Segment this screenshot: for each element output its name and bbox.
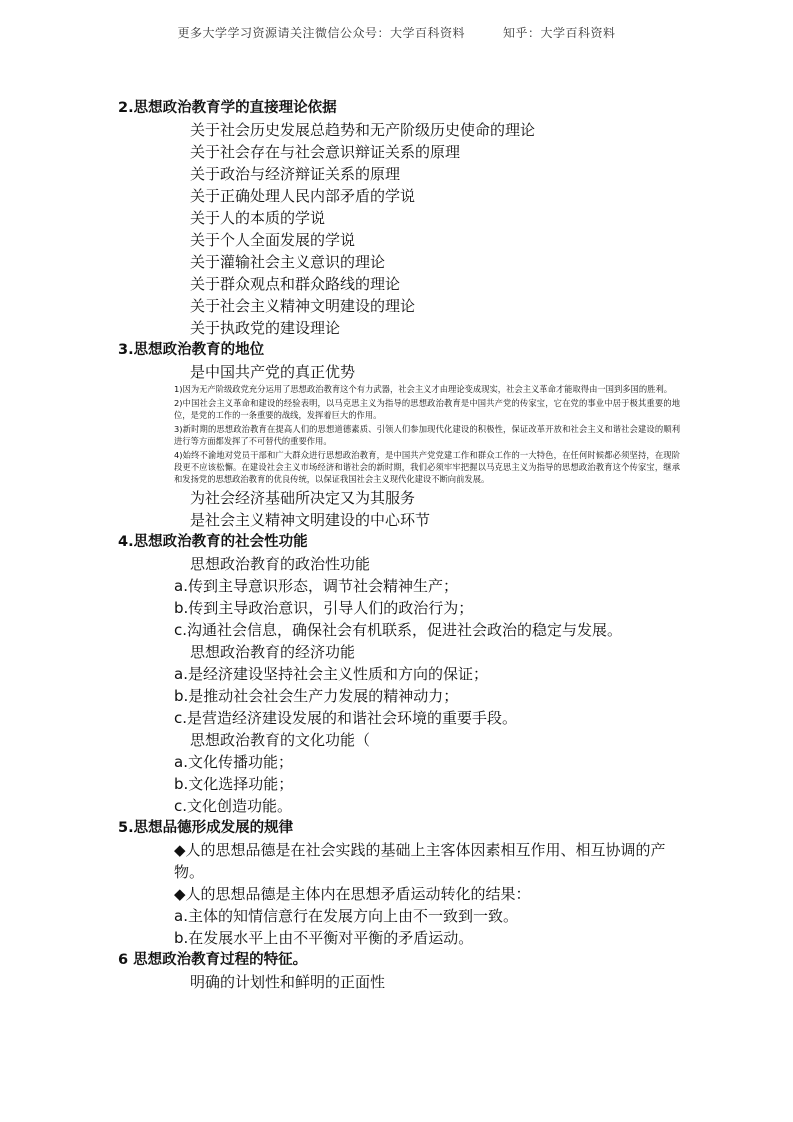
s5-item: b.在发展水平上由不平衡对平衡的矛盾运动。 xyxy=(174,929,474,947)
s4-economic-title: 思想政治教育的经济功能 xyxy=(190,643,356,661)
s3-point: 为社会经济基础所决定又为其服务 xyxy=(190,489,416,507)
s3-note: 1)因为无产阶级政党充分运用了思想政治教育这个有力武器，社会主义才由理论变成现实，社会主义革命才能取得由一国到多国的胜利。 xyxy=(174,384,673,394)
s4-cultural-item: a.文化传播功能； xyxy=(174,753,293,771)
s3-notes xyxy=(118,383,680,485)
section-6-title: 6 思想政治教育过程的特征。 xyxy=(118,952,308,968)
s6-point: 明确的计划性和鲜明的正面性 xyxy=(190,973,386,991)
s5-item: a.主体的知情信意行在发展方向上由不一致到一致。 xyxy=(174,907,518,925)
s4-political-item: c.沟通社会信息，确保社会有机联系，促进社会政治的稳定与发展。 xyxy=(174,621,623,639)
header-zhihu-note: 知乎：大学百科资料 xyxy=(503,26,616,40)
s2-item: 关于灌输社会主义意识的理论 xyxy=(190,253,386,271)
document-body xyxy=(118,97,680,993)
s2-item: 关于执政党的建设理论 xyxy=(190,319,341,337)
header-wechat-note: 更多大学学习资源请关注微信公众号：大学百科资料 xyxy=(177,26,465,40)
s3-note: 4)始终不渝地对党员干部和广大群众进行思想政治教育，是中国共产党党建工作和群众工作的一大特色，在任何时候都必须坚持，在现阶段更不应该松懈。在建设社会主义市场经济和谐社会的新时期，我们必须牢牢把握以马克思主义为指导的思想政治教育这个传家宝，继承和发扬党的思想政治教育的优良传统，以保证我国社会主义现代化建设不断向前发展。 xyxy=(174,450,680,484)
s3-point: 是中国共产党的真正优势 xyxy=(190,363,356,381)
s2-item: 关于社会历史发展总趋势和无产阶级历史使命的理论 xyxy=(190,121,536,139)
s2-item: 关于政治与经济辩证关系的原理 xyxy=(190,165,401,183)
s2-item: 关于社会存在与社会意识辩证关系的原理 xyxy=(190,143,461,161)
s3-note: 2)中国社会主义革命和建设的经验表明，以马克思主义为指导的思想政治教育是中国共产党的传家宝，它在党的事业中居于极其重要的地位，是党的工作的一条重要的战线，发挥着巨大的作用。 xyxy=(174,398,680,420)
section-5-title: 5.思想品德形成发展的规律 xyxy=(118,820,294,836)
s4-political-item: a.传到主导意识形态，调节社会精神生产； xyxy=(174,577,458,595)
s4-cultural-title: 思想政治教育的文化功能（ xyxy=(190,731,371,749)
s4-cultural-item: b.文化选择功能； xyxy=(174,775,294,793)
s4-economic-item: b.是推动社会社会生产力发展的精神动力； xyxy=(174,687,459,705)
s2-item: 关于群众观点和群众路线的理论 xyxy=(190,275,401,293)
s2-item: 关于个人全面发展的学说 xyxy=(190,231,356,249)
s3-note: 3)新时期的思想政治教育在提高人们的思想道德素质、引领人们参加现代化建设的积极性，保证改革开放和社会主义和谐社会建设的顺利进行等方面都发挥了不可替代的重要作用。 xyxy=(174,424,680,446)
s4-political-title: 思想政治教育的政治性功能 xyxy=(190,555,371,573)
s4-economic-item: c.是营造经济建设发展的和谐社会环境的重要手段。 xyxy=(174,709,518,727)
s5-bullet: ◆人的思想品德是在社会实践的基础上主客体因素相互作用、相互协调的产物。 xyxy=(174,841,666,881)
s4-economic-item: a.是经济建设坚持社会主义性质和方向的保证； xyxy=(174,665,488,683)
s2-item: 关于人的本质的学说 xyxy=(190,209,326,227)
section-2-title: 2.思想政治教育学的直接理论依据 xyxy=(118,100,337,116)
s2-item: 关于正确处理人民内部矛盾的学说 xyxy=(190,187,416,205)
s5-bullet-1-block xyxy=(118,839,680,883)
s4-cultural-item: c.文化创造功能。 xyxy=(174,797,293,815)
s4-political-item: b.传到主导政治意识，引导人们的政治行为； xyxy=(174,599,474,617)
page-header xyxy=(0,24,793,41)
section-4-title: 4.思想政治教育的社会性功能 xyxy=(118,534,308,550)
s3-point: 是社会主义精神文明建设的中心环节 xyxy=(190,511,431,529)
section-3-title: 3.思想政治教育的地位 xyxy=(118,342,265,358)
s5-bullet: ◆人的思想品德是主体内在思想矛盾运动转化的结果： xyxy=(174,885,531,903)
s2-item: 关于社会主义精神文明建设的理论 xyxy=(190,297,416,315)
